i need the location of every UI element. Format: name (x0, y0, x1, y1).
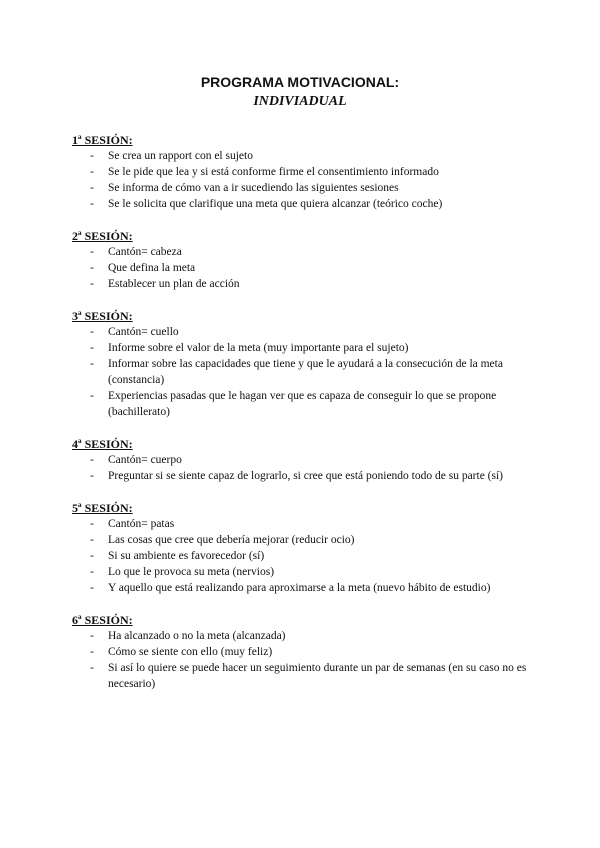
list-item (72, 580, 532, 596)
list-item (72, 148, 532, 164)
section-list (72, 148, 532, 212)
list-item-text: Si su ambiente es favorecedor (sí) (108, 550, 265, 562)
bullet-dash: - (90, 454, 94, 466)
section-1 (72, 132, 532, 212)
bullet-dash: - (90, 646, 94, 658)
list-item-text: Informar sobre las capacidades que tiene y que le ayudará a la consecución de la meta (constancia) (108, 358, 503, 386)
bullet-dash: - (90, 390, 94, 402)
bullet-dash: - (90, 198, 94, 210)
bullet-dash: - (90, 150, 94, 162)
list-item (72, 260, 532, 276)
bullet-dash: - (90, 550, 94, 562)
section-heading: 5ª SESIÓN: (72, 501, 133, 515)
list-item (72, 564, 532, 580)
document-title: PROGRAMA MOTIVACIONAL: (200, 74, 400, 90)
bullet-dash: - (90, 342, 94, 354)
bullet-dash: - (90, 166, 94, 178)
section-list (72, 324, 532, 420)
section-6 (72, 612, 532, 692)
list-item-text: Cantón= cabeza (108, 246, 182, 258)
list-item (72, 244, 532, 260)
section-list (72, 628, 532, 692)
list-item (72, 180, 532, 196)
list-item (72, 356, 532, 388)
list-item (72, 532, 532, 548)
list-item-text: Se le solicita que clarifique una meta que quiera alcanzar (teórico coche) (108, 198, 443, 210)
section-heading: 3ª SESIÓN: (72, 309, 133, 323)
list-item-text: Si así lo quiere se puede hacer un seguimiento durante un par de semanas (en su caso no es necesario) (108, 662, 527, 690)
list-item-text: Cantón= cuello (108, 326, 179, 338)
bullet-dash: - (90, 262, 94, 274)
list-item (72, 196, 532, 212)
list-item-text: Cómo se siente con ello (muy feliz) (108, 646, 273, 658)
list-item-text: Las cosas que cree que debería mejorar (reducir ocio) (108, 534, 355, 546)
section-list (72, 452, 532, 484)
list-item-text: Preguntar si se siente capaz de lograrlo, si cree que está poniendo todo de su parte (sí) (108, 470, 504, 482)
section-heading: 2ª SESIÓN: (72, 229, 133, 243)
section-heading: 6ª SESIÓN: (72, 613, 133, 627)
list-item (72, 452, 532, 468)
list-item-text: Se le pide que lea y si está conforme firme el consentimiento informado (108, 166, 439, 178)
bullet-dash: - (90, 566, 94, 578)
list-item-text: Cantón= cuerpo (108, 454, 182, 466)
list-item-text: Cantón= patas (108, 518, 175, 530)
list-item-text: Experiencias pasadas que le hagan ver que es capaza de conseguir lo que se propone (bachillerato) (108, 390, 497, 418)
document-subtitle: INDIVIADUAL (253, 94, 347, 109)
list-item (72, 628, 532, 644)
list-item-text: Establecer un plan de acción (108, 278, 240, 290)
list-item-text: Ha alcanzado o no la meta (alcanzada) (108, 630, 286, 642)
section-5 (72, 500, 532, 596)
list-item (72, 388, 532, 420)
section-heading: 1ª SESIÓN: (72, 133, 133, 147)
list-item (72, 164, 532, 180)
bullet-dash: - (90, 534, 94, 546)
list-item (72, 644, 532, 660)
bullet-dash: - (90, 326, 94, 338)
bullet-dash: - (90, 358, 94, 370)
list-item (72, 276, 532, 292)
section-3 (72, 308, 532, 420)
section-list (72, 516, 532, 596)
list-item-text: Se informa de cómo van a ir sucediendo las siguientes sesiones (108, 182, 399, 194)
bullet-dash: - (90, 470, 94, 482)
list-item (72, 468, 532, 484)
bullet-dash: - (90, 518, 94, 530)
list-item (72, 516, 532, 532)
section-2 (72, 228, 532, 292)
section-4 (72, 436, 532, 484)
list-item (72, 324, 532, 340)
section-list (72, 244, 532, 292)
list-item (72, 660, 532, 692)
bullet-dash: - (90, 582, 94, 594)
list-item-text: Lo que le provoca su meta (nervios) (108, 566, 275, 578)
list-item (72, 548, 532, 564)
list-item-text: Se crea un rapport con el sujeto (108, 150, 253, 162)
list-item-text: Que defina la meta (108, 262, 196, 274)
bullet-dash: - (90, 662, 94, 674)
section-heading: 4ª SESIÓN: (72, 437, 133, 451)
list-item-text: Informe sobre el valor de la meta (muy importante para el sujeto) (108, 342, 409, 354)
list-item (72, 340, 532, 356)
bullet-dash: - (90, 630, 94, 642)
document-body (72, 132, 532, 708)
list-item-text: Y aquello que está realizando para aproximarse a la meta (nuevo hábito de estudio) (108, 582, 491, 594)
bullet-dash: - (90, 246, 94, 258)
bullet-dash: - (90, 278, 94, 290)
bullet-dash: - (90, 182, 94, 194)
